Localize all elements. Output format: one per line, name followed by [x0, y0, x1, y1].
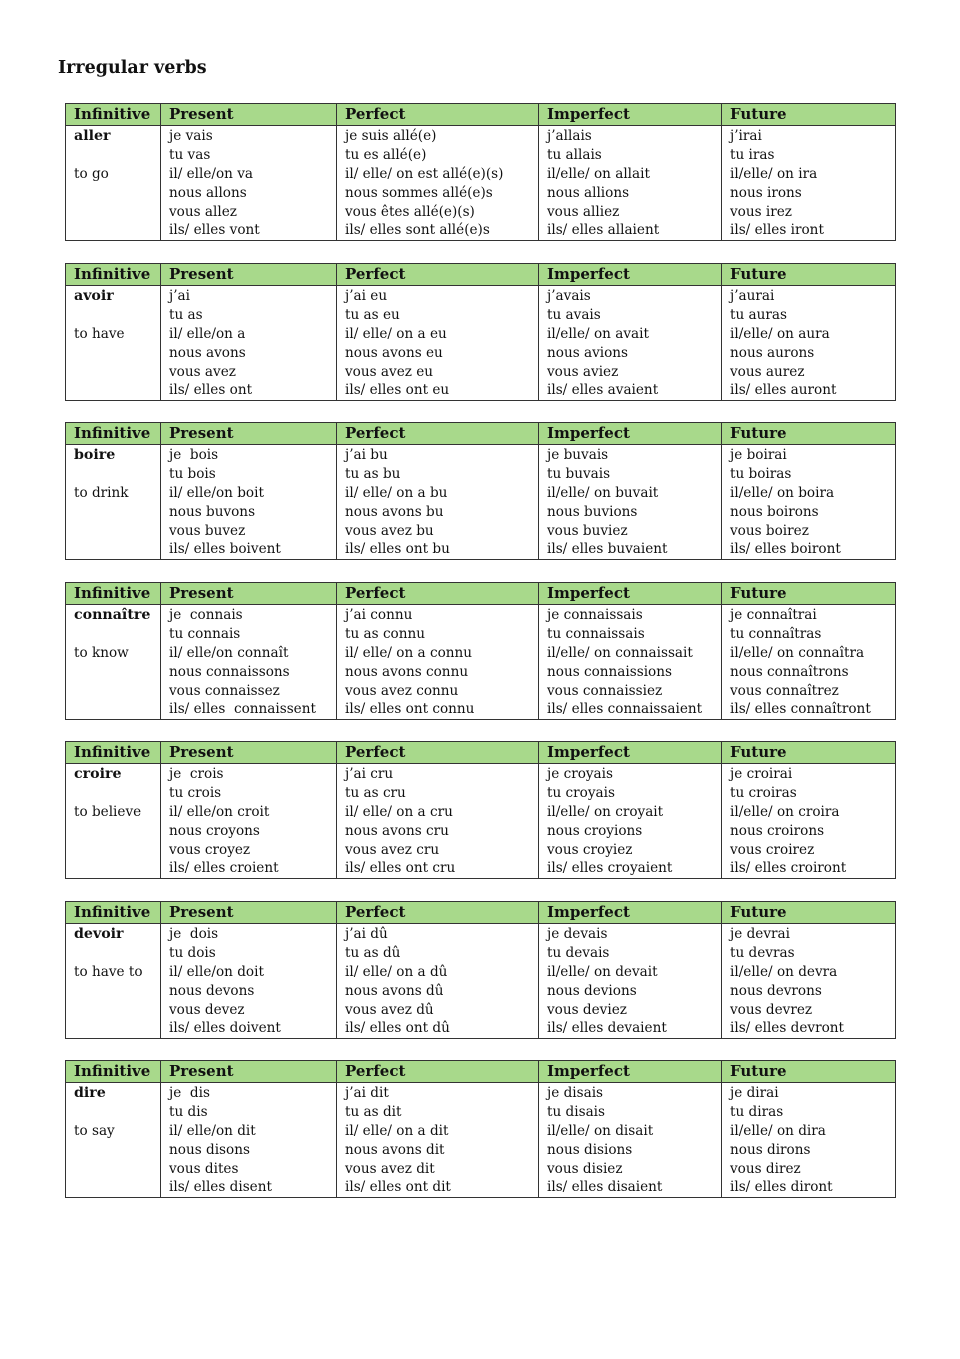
infinitive-cell [66, 286, 161, 401]
future-form: ils/ elles croiront [730, 860, 847, 877]
perfect-form: je suis allé(e) [345, 128, 437, 144]
perfect-form: ils/ elles sont allé(e)s [345, 222, 490, 239]
present-form: je bois [169, 447, 219, 463]
perfect-form: nous avons eu [345, 344, 443, 361]
imperfect-form: ils/ elles devaient [547, 1020, 667, 1037]
future-form: je connaîtrai [730, 607, 817, 623]
future-form: ils/ elles devront [730, 1020, 844, 1037]
imperfect-cell [539, 764, 722, 879]
imperfect-form: vous buviez [547, 522, 628, 539]
future-form: tu devras [730, 944, 795, 961]
imperfect-form: vous disiez [547, 1160, 623, 1177]
present-form: il/ elle/on connaît [169, 644, 289, 661]
column-header: Perfect [337, 423, 539, 445]
present-cell [161, 924, 337, 1039]
column-header: Present [161, 264, 337, 286]
column-header: Perfect [337, 264, 539, 286]
future-form: il/elle/ on aura [730, 325, 830, 342]
verb-table-6 [65, 1060, 896, 1198]
column-header: Infinitive [66, 423, 161, 445]
imperfect-form: vous connaissiez [547, 682, 663, 699]
perfect-form: ils/ elles ont bu [345, 541, 450, 558]
infinitive: croire [74, 766, 122, 782]
verb-table-4 [65, 741, 896, 879]
future-form: il/elle/ on boira [730, 484, 835, 501]
present-form: vous connaissez [169, 682, 280, 699]
imperfect-cell [539, 126, 722, 241]
infinitive-cell [66, 924, 161, 1039]
present-form: nous connaissons [169, 663, 290, 680]
present-form: nous avons [169, 344, 246, 361]
column-header: Imperfect [539, 742, 722, 764]
future-form: nous aurons [730, 344, 815, 361]
present-form: vous avez [169, 363, 236, 380]
perfect-form: j’ai eu [345, 288, 388, 304]
present-form: je crois [169, 766, 224, 782]
perfect-cell [337, 764, 539, 879]
present-form: il/ elle/on a [169, 325, 246, 342]
future-cell [722, 1083, 896, 1198]
future-form: je boirai [730, 447, 787, 463]
future-form: vous boirez [730, 522, 809, 539]
future-form: tu auras [730, 306, 787, 323]
present-form: ils/ elles connaissent [169, 701, 316, 718]
future-form: nous boirons [730, 503, 819, 520]
present-form: il/ elle/on boit [169, 484, 264, 501]
present-cell [161, 605, 337, 720]
present-form: je vais [169, 128, 213, 144]
imperfect-form: j’avais [547, 288, 591, 304]
future-form: ils/ elles connaîtront [730, 701, 871, 718]
column-header: Present [161, 1061, 337, 1083]
infinitive-cell [66, 605, 161, 720]
column-header: Imperfect [539, 264, 722, 286]
table-header-row [66, 1061, 896, 1083]
imperfect-form: je devais [547, 926, 608, 942]
column-header: Perfect [337, 902, 539, 924]
present-form: tu dis [169, 1103, 208, 1120]
imperfect-form: ils/ elles croyaient [547, 860, 673, 877]
column-header: Imperfect [539, 104, 722, 126]
imperfect-form: vous croyiez [547, 841, 633, 858]
translation: to believe [74, 803, 142, 820]
table-row [66, 445, 896, 560]
imperfect-form: vous deviez [547, 1001, 627, 1018]
imperfect-form: ils/ elles disaient [547, 1179, 663, 1196]
perfect-cell [337, 605, 539, 720]
perfect-form: tu as bu [345, 465, 401, 482]
future-form: il/elle/ on ira [730, 165, 818, 182]
column-header: Future [722, 902, 896, 924]
present-form: il/ elle/on doit [169, 963, 264, 980]
spacer [74, 944, 160, 963]
perfect-form: tu as dû [345, 944, 401, 961]
present-cell [161, 286, 337, 401]
verb-table-1 [65, 263, 896, 401]
column-header: Future [722, 104, 896, 126]
present-form: ils/ elles vont [169, 222, 260, 239]
table-header-row [66, 902, 896, 924]
present-form: je dis [169, 1085, 210, 1101]
perfect-form: j’ai connu [345, 607, 413, 623]
imperfect-form: nous croyions [547, 822, 643, 839]
perfect-form: il/ elle/ on a connu [345, 644, 473, 661]
column-header: Perfect [337, 1061, 539, 1083]
table-row [66, 1083, 896, 1198]
translation: to say [74, 1122, 115, 1139]
imperfect-form: il/elle/ on disait [547, 1122, 654, 1139]
infinitive: dire [74, 1085, 106, 1101]
perfect-form: nous avons connu [345, 663, 469, 680]
spacer [74, 784, 160, 803]
column-header: Present [161, 742, 337, 764]
perfect-form: j’ai dit [345, 1085, 389, 1101]
present-cell [161, 126, 337, 241]
present-form: tu bois [169, 465, 216, 482]
present-form: vous allez [169, 203, 237, 220]
translation: to have to [74, 963, 143, 980]
future-form: nous connaîtrons [730, 663, 849, 680]
imperfect-form: il/elle/ on allait [547, 165, 650, 182]
perfect-form: il/ elle/ on a bu [345, 484, 448, 501]
future-form: vous irez [730, 203, 792, 220]
imperfect-form: nous devions [547, 982, 637, 999]
present-form: tu dois [169, 944, 216, 961]
perfect-form: j’ai bu [345, 447, 388, 463]
column-header: Future [722, 742, 896, 764]
imperfect-form: ils/ elles connaissaient [547, 701, 703, 718]
spacer [74, 465, 160, 484]
future-form: tu boiras [730, 465, 792, 482]
imperfect-form: nous avions [547, 344, 629, 361]
perfect-cell [337, 1083, 539, 1198]
column-header: Present [161, 104, 337, 126]
future-form: tu iras [730, 146, 775, 163]
column-header: Present [161, 902, 337, 924]
imperfect-form: j’allais [547, 128, 592, 144]
verb-table-2 [65, 422, 896, 560]
imperfect-form: nous buvions [547, 503, 638, 520]
table-header-row [66, 583, 896, 605]
perfect-form: il/ elle/ on a cru [345, 803, 453, 820]
perfect-form: nous sommes allé(e)s [345, 184, 493, 201]
spacer [74, 146, 160, 165]
present-cell [161, 1083, 337, 1198]
table-header-row [66, 423, 896, 445]
present-form: nous devons [169, 982, 255, 999]
future-form: je croirai [730, 766, 793, 782]
column-header: Infinitive [66, 264, 161, 286]
present-form: ils/ elles boivent [169, 541, 281, 558]
imperfect-form: tu disais [547, 1103, 605, 1120]
present-form: il/ elle/on va [169, 165, 254, 182]
future-form: il/elle/ on connaîtra [730, 644, 865, 661]
imperfect-form: ils/ elles buvaient [547, 541, 668, 558]
present-cell [161, 445, 337, 560]
present-form: ils/ elles croient [169, 860, 279, 877]
imperfect-form: tu allais [547, 146, 602, 163]
column-header: Present [161, 423, 337, 445]
future-cell [722, 764, 896, 879]
infinitive-cell [66, 764, 161, 879]
present-form: nous disons [169, 1141, 250, 1158]
table-header-row [66, 264, 896, 286]
future-form: tu diras [730, 1103, 784, 1120]
future-form: nous devrons [730, 982, 822, 999]
column-header: Imperfect [539, 583, 722, 605]
imperfect-form: tu connaissais [547, 625, 645, 642]
column-header: Perfect [337, 583, 539, 605]
present-form: ils/ elles ont [169, 382, 253, 399]
column-header: Infinitive [66, 104, 161, 126]
perfect-form: tu as dit [345, 1103, 402, 1120]
future-form: ils/ elles auront [730, 382, 837, 399]
imperfect-cell [539, 286, 722, 401]
present-form: je dois [169, 926, 219, 942]
future-form: tu croiras [730, 784, 797, 801]
column-header: Imperfect [539, 423, 722, 445]
column-header: Present [161, 583, 337, 605]
imperfect-form: je croyais [547, 766, 613, 782]
imperfect-form: tu devais [547, 944, 610, 961]
future-form: vous croirez [730, 841, 815, 858]
table-row [66, 126, 896, 241]
column-header: Future [722, 423, 896, 445]
imperfect-form: je connaissais [547, 607, 643, 623]
perfect-form: vous avez bu [345, 522, 434, 539]
imperfect-form: il/elle/ on connaissait [547, 644, 693, 661]
imperfect-form: il/elle/ on croyait [547, 803, 664, 820]
imperfect-cell [539, 924, 722, 1039]
present-form: vous devez [169, 1001, 245, 1018]
future-form: il/elle/ on devra [730, 963, 838, 980]
column-header: Future [722, 583, 896, 605]
present-form: tu as [169, 306, 203, 323]
future-form: nous croirons [730, 822, 825, 839]
translation: to drink [74, 484, 129, 501]
infinitive: aller [74, 128, 111, 144]
future-form: je dirai [730, 1085, 779, 1101]
perfect-form: il/ elle/ on est allé(e)(s) [345, 165, 504, 182]
future-cell [722, 286, 896, 401]
imperfect-form: vous alliez [547, 203, 620, 220]
perfect-cell [337, 924, 539, 1039]
perfect-cell [337, 286, 539, 401]
perfect-cell [337, 445, 539, 560]
infinitive: connaître [74, 607, 151, 623]
future-form: il/elle/ on dira [730, 1122, 826, 1139]
future-form: ils/ elles iront [730, 222, 824, 239]
future-cell [722, 445, 896, 560]
perfect-form: ils/ elles ont eu [345, 382, 450, 399]
imperfect-cell [539, 445, 722, 560]
perfect-form: tu es allé(e) [345, 146, 427, 163]
column-header: Imperfect [539, 902, 722, 924]
present-form: vous buvez [169, 522, 246, 539]
perfect-form: j’ai cru [345, 766, 394, 782]
imperfect-form: il/elle/ on devait [547, 963, 658, 980]
perfect-form: vous avez dû [345, 1001, 434, 1018]
perfect-form: nous avons cru [345, 822, 449, 839]
future-form: ils/ elles diront [730, 1179, 833, 1196]
perfect-form: ils/ elles ont connu [345, 701, 475, 718]
perfect-form: vous avez connu [345, 682, 459, 699]
imperfect-form: nous allions [547, 184, 630, 201]
imperfect-form: tu croyais [547, 784, 615, 801]
column-header: Future [722, 264, 896, 286]
infinitive: devoir [74, 926, 124, 942]
imperfect-form: je disais [547, 1085, 604, 1101]
imperfect-form: il/elle/ on buvait [547, 484, 659, 501]
table-header-row [66, 742, 896, 764]
future-form: nous dirons [730, 1141, 811, 1158]
column-header: Perfect [337, 742, 539, 764]
translation: to have [74, 325, 125, 342]
spacer [74, 1103, 160, 1122]
perfect-form: tu as cru [345, 784, 406, 801]
perfect-form: nous avons bu [345, 503, 444, 520]
present-form: je connais [169, 607, 243, 623]
perfect-form: vous êtes allé(e)(s) [345, 203, 475, 220]
infinitive: avoir [74, 288, 114, 304]
future-form: vous aurez [730, 363, 805, 380]
present-form: vous dites [169, 1160, 239, 1177]
future-form: vous connaîtrez [730, 682, 839, 699]
perfect-form: vous avez dit [345, 1160, 435, 1177]
translation: to know [74, 644, 129, 661]
future-form: nous irons [730, 184, 802, 201]
imperfect-cell [539, 605, 722, 720]
table-row [66, 605, 896, 720]
future-form: j’irai [730, 128, 762, 144]
perfect-form: tu as eu [345, 306, 400, 323]
present-form: nous croyons [169, 822, 260, 839]
present-form: il/ elle/on dit [169, 1122, 256, 1139]
translation: to go [74, 165, 109, 182]
column-header: Infinitive [66, 1061, 161, 1083]
infinitive: boire [74, 447, 116, 463]
future-form: j’aurai [730, 288, 775, 304]
present-form: tu connais [169, 625, 241, 642]
imperfect-form: ils/ elles allaient [547, 222, 660, 239]
perfect-form: vous avez cru [345, 841, 440, 858]
imperfect-form: je buvais [547, 447, 609, 463]
imperfect-form: vous aviez [547, 363, 619, 380]
perfect-form: ils/ elles ont cru [345, 860, 456, 877]
present-form: tu crois [169, 784, 222, 801]
present-cell [161, 764, 337, 879]
infinitive-cell [66, 1083, 161, 1198]
future-form: je devrai [730, 926, 790, 942]
perfect-form: tu as connu [345, 625, 426, 642]
perfect-form: vous avez eu [345, 363, 434, 380]
present-form: ils/ elles doivent [169, 1020, 281, 1037]
perfect-cell [337, 126, 539, 241]
imperfect-form: nous disions [547, 1141, 633, 1158]
future-form: vous devrez [730, 1001, 813, 1018]
table-row [66, 764, 896, 879]
imperfect-form: nous connaissions [547, 663, 672, 680]
column-header: Infinitive [66, 583, 161, 605]
imperfect-form: tu avais [547, 306, 601, 323]
table-row [66, 286, 896, 401]
present-form: nous buvons [169, 503, 256, 520]
perfect-form: j’ai dû [345, 926, 388, 942]
column-header: Infinitive [66, 902, 161, 924]
verb-table-3 [65, 582, 896, 720]
future-form: il/elle/ on croira [730, 803, 840, 820]
perfect-form: il/ elle/ on a eu [345, 325, 447, 342]
future-cell [722, 126, 896, 241]
future-form: tu connaîtras [730, 625, 822, 642]
spacer [74, 306, 160, 325]
future-cell [722, 924, 896, 1039]
perfect-form: il/ elle/ on a dit [345, 1122, 449, 1139]
column-header: Perfect [337, 104, 539, 126]
imperfect-form: tu buvais [547, 465, 611, 482]
table-row [66, 924, 896, 1039]
present-form: tu vas [169, 146, 211, 163]
present-form: nous allons [169, 184, 247, 201]
verb-table-5 [65, 901, 896, 1039]
page-title: Irregular verbs [58, 58, 207, 78]
imperfect-form: ils/ elles avaient [547, 382, 659, 399]
perfect-form: nous avons dû [345, 982, 444, 999]
present-form: il/ elle/on croit [169, 803, 270, 820]
present-form: ils/ elles disent [169, 1179, 272, 1196]
perfect-form: ils/ elles ont dit [345, 1179, 451, 1196]
perfect-form: il/ elle/ on a dû [345, 963, 448, 980]
imperfect-cell [539, 1083, 722, 1198]
future-form: ils/ elles boiront [730, 541, 841, 558]
infinitive-cell [66, 445, 161, 560]
present-form: j’ai [169, 288, 190, 304]
column-header: Imperfect [539, 1061, 722, 1083]
perfect-form: ils/ elles ont dû [345, 1020, 450, 1037]
column-header: Future [722, 1061, 896, 1083]
infinitive-cell [66, 126, 161, 241]
perfect-form: nous avons dit [345, 1141, 445, 1158]
imperfect-form: il/elle/ on avait [547, 325, 649, 342]
spacer [74, 625, 160, 644]
future-form: vous direz [730, 1160, 801, 1177]
present-form: vous croyez [169, 841, 251, 858]
verb-table-0 [65, 103, 896, 241]
column-header: Infinitive [66, 742, 161, 764]
table-header-row [66, 104, 896, 126]
future-cell [722, 605, 896, 720]
